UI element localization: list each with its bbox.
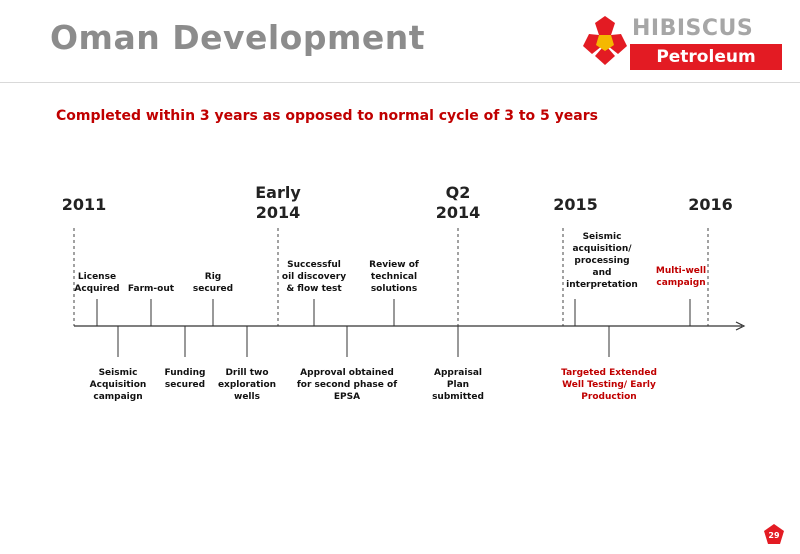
milestone-early-2014: Early 2014 <box>255 183 301 222</box>
event-farm-out: Farm-out <box>127 284 175 294</box>
page-title: Oman Development <box>50 18 425 57</box>
event-rig-secured: Rig secured <box>192 272 234 294</box>
event-seismic-acquisition: Seismic Acquisition campaign <box>89 368 147 402</box>
event-extended-well-testing: Targeted Extended Well Testing/ Early Production <box>561 368 657 402</box>
event-funding-secured: Funding secured <box>164 368 206 390</box>
page-number-badge <box>763 523 785 545</box>
logo-subtitle: Petroleum <box>630 44 782 70</box>
event-seismic-interpretation: Seismic acquisition/ processing and interpretation <box>566 232 638 290</box>
event-drill-wells: Drill two exploration wells <box>217 368 277 402</box>
event-license-acquired: License Acquired <box>74 272 120 294</box>
milestone-2015: 2015 <box>553 195 598 214</box>
milestone-q2-2014: Q2 2014 <box>435 183 481 222</box>
milestone-2011: 2011 <box>61 195 107 214</box>
logo-wordmark: HIBISCUS <box>632 16 754 41</box>
page-number: 29 <box>768 531 780 540</box>
event-oil-discovery: Successful oil discovery & flow test <box>281 260 347 294</box>
slide-subtitle: Completed within 3 years as opposed to normal cycle of 3 to 5 years <box>56 108 598 124</box>
event-approval-epsa: Approval obtained for second phase of EPSA <box>296 368 398 402</box>
event-multi-well-campaign: Multi-well campaign <box>655 266 707 288</box>
event-appraisal-plan: Appraisal Plan submitted <box>432 368 484 402</box>
event-technical-review: Review of technical solutions <box>369 260 419 294</box>
milestone-2016: 2016 <box>688 195 733 214</box>
